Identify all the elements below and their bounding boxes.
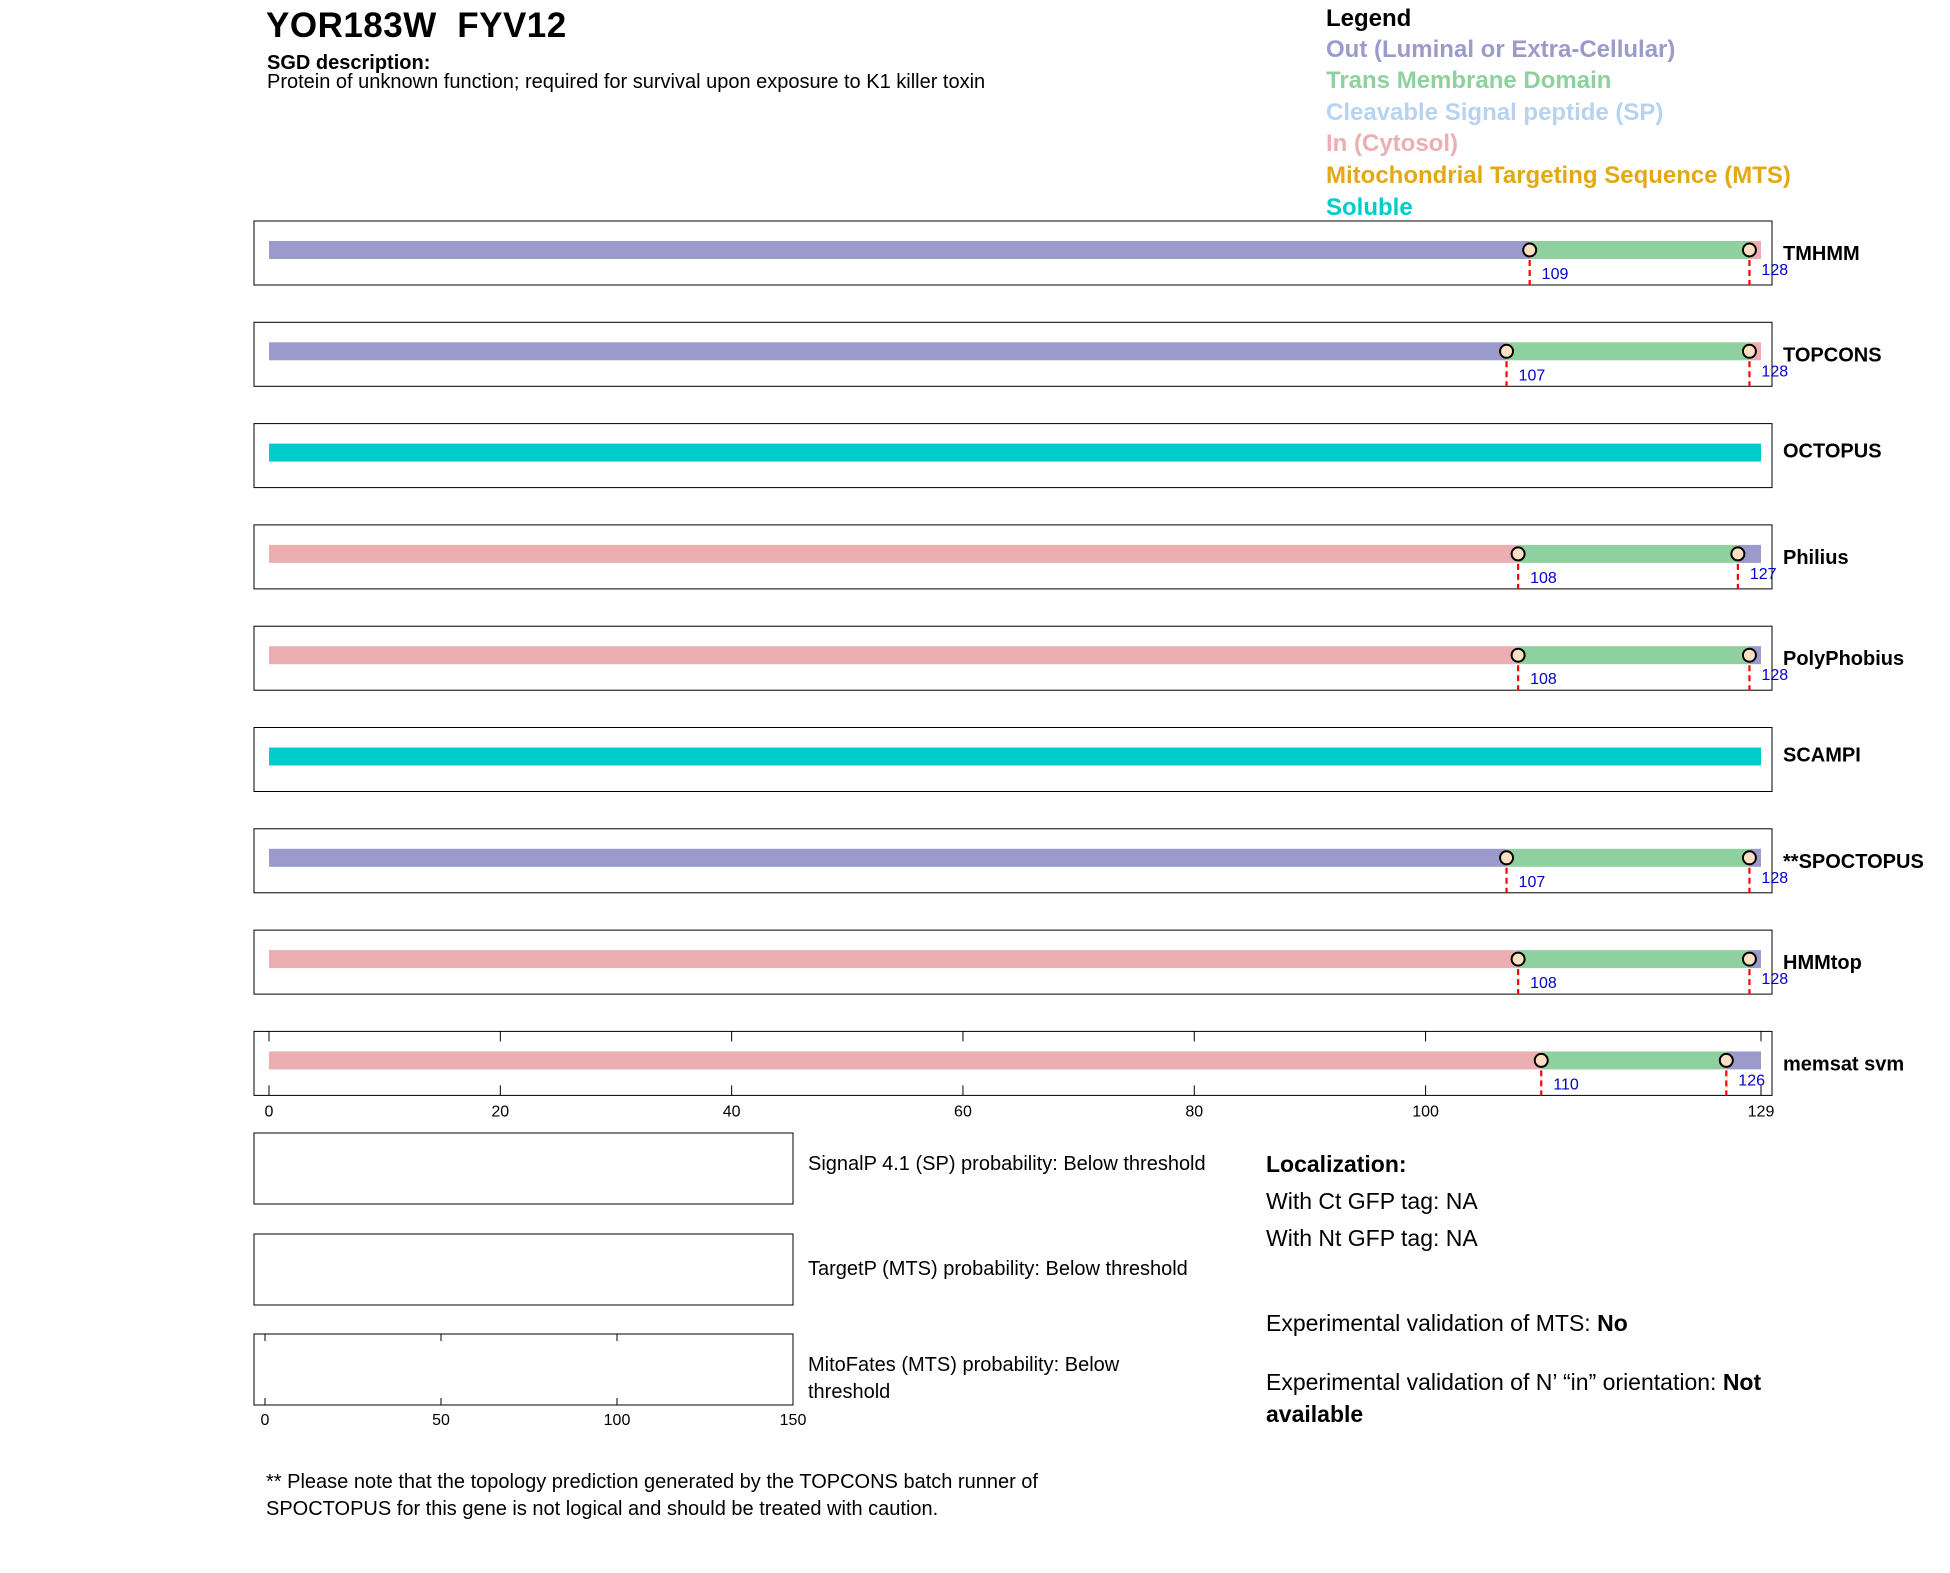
boundary-label-spoctopus-1: 128 bbox=[1761, 869, 1789, 887]
validation-orientation-value-line1: Not bbox=[1722, 1369, 1762, 1395]
mitofates-label-line1: MitoFates (MTS) probability: Below bbox=[808, 1354, 1120, 1376]
segment-hmmtop-1 bbox=[1518, 950, 1749, 968]
sgd-description-text: Protein of unknown function; required for survival upon exposure to K1 killer toxin bbox=[267, 71, 986, 93]
legend-item-out: Out (Luminal or Extra-Cellular) bbox=[1326, 36, 1676, 63]
x-tick-label-0: 0 bbox=[264, 1103, 274, 1121]
x-tick-label-3: 60 bbox=[954, 1103, 972, 1121]
validation-orientation-prefix: Experimental validation of N’ “in” orientation: bbox=[1266, 1369, 1723, 1395]
boundary-marker-philius-0 bbox=[1512, 547, 1525, 560]
legend-item-soluble: Soluble bbox=[1326, 194, 1413, 221]
segment-memsat-svm-0 bbox=[269, 1051, 1541, 1069]
validation-mts-prefix: Experimental validation of MTS: bbox=[1266, 1310, 1598, 1336]
mitofates-label-line2: threshold bbox=[808, 1381, 891, 1403]
boundary-marker-tmhmm-1 bbox=[1743, 244, 1756, 257]
sgd-description-label: SGD description: bbox=[267, 52, 431, 74]
legend-item-sp: Cleavable Signal peptide (SP) bbox=[1326, 99, 1664, 126]
boundary-label-hmmtop-0: 108 bbox=[1530, 975, 1557, 993]
legend-item-in: In (Cytosol) bbox=[1326, 130, 1458, 157]
x-tick-label-5: 100 bbox=[1412, 1103, 1439, 1121]
localization-title: Localization: bbox=[1266, 1151, 1407, 1177]
segment-topcons-1 bbox=[1507, 342, 1750, 360]
boundary-label-tmhmm-0: 109 bbox=[1541, 266, 1569, 283]
prob-tick-label-3: 150 bbox=[779, 1412, 807, 1429]
gene-standard-name: FYV12 bbox=[457, 6, 567, 45]
segment-memsat-svm-1 bbox=[1541, 1051, 1726, 1069]
predictor-label-scampi: SCAMPI bbox=[1783, 744, 1861, 767]
boundary-marker-tmhmm-0 bbox=[1523, 244, 1536, 257]
boundary-marker-topcons-1 bbox=[1743, 345, 1756, 358]
segment-octopus-0 bbox=[269, 444, 1761, 462]
segment-hmmtop-0 bbox=[269, 950, 1518, 968]
boundary-marker-memsat-svm-1 bbox=[1720, 1054, 1733, 1067]
segment-topcons-0 bbox=[269, 342, 1507, 360]
boundary-marker-hmmtop-0 bbox=[1512, 953, 1525, 966]
boundary-label-memsat-svm-0: 110 bbox=[1553, 1076, 1579, 1094]
segment-spoctopus-1 bbox=[1507, 849, 1750, 867]
localization-nt-gfp: With Nt GFP tag: NA bbox=[1266, 1225, 1478, 1251]
boundary-label-polyphobius-0: 108 bbox=[1530, 671, 1557, 689]
footnote-line2: SPOCTOPUS for this gene is not logical and should be treated with caution. bbox=[266, 1498, 939, 1520]
predictor-label-hmmtop: HMMtop bbox=[1783, 952, 1862, 975]
prob-tick-label-1: 50 bbox=[432, 1412, 450, 1429]
boundary-label-polyphobius-1: 128 bbox=[1761, 667, 1789, 685]
segment-philius-1 bbox=[1518, 545, 1738, 563]
predictor-label-octopus: OCTOPUS bbox=[1783, 440, 1882, 463]
boundary-label-philius-1: 127 bbox=[1749, 565, 1777, 583]
x-tick-label-6: 129 bbox=[1747, 1103, 1775, 1121]
boundary-marker-polyphobius-1 bbox=[1743, 649, 1756, 662]
boundary-marker-spoctopus-0 bbox=[1500, 851, 1513, 864]
targetp-label: TargetP (MTS) probability: Below threshold bbox=[808, 1258, 1188, 1280]
signalp-label: SignalP 4.1 (SP) probability: Below threshold bbox=[808, 1153, 1206, 1175]
boundary-label-tmhmm-1: 128 bbox=[1761, 262, 1789, 279]
predictor-label-topcons: TOPCONS bbox=[1783, 344, 1882, 367]
localization-ct-gfp: With Ct GFP tag: NA bbox=[1266, 1188, 1478, 1214]
predictor-label-memsat-svm: memsat svm bbox=[1783, 1053, 1905, 1076]
validation-orientation bbox=[1266, 1369, 1761, 1396]
legend-title: Legend bbox=[1326, 5, 1412, 32]
x-tick-label-1: 20 bbox=[491, 1103, 510, 1121]
predictor-label-tmhmm: TMHMM bbox=[1783, 243, 1860, 265]
prob-tick-label-0: 0 bbox=[260, 1412, 270, 1429]
prob-tick-label-2: 100 bbox=[603, 1412, 631, 1429]
boundary-label-memsat-svm-1: 126 bbox=[1738, 1072, 1766, 1090]
x-tick-label-4: 80 bbox=[1185, 1103, 1204, 1121]
boundary-label-topcons-0: 107 bbox=[1518, 367, 1546, 385]
probability-panel-2 bbox=[254, 1334, 793, 1405]
segment-scampi-0 bbox=[269, 748, 1761, 766]
gene-systematic-name: YOR183W bbox=[266, 6, 437, 45]
validation-mts bbox=[1266, 1310, 1628, 1337]
boundary-label-philius-0: 108 bbox=[1530, 569, 1557, 587]
segment-philius-0 bbox=[269, 545, 1518, 563]
probability-panel-1 bbox=[254, 1234, 793, 1305]
predictor-label-spoctopus: **SPOCTOPUS bbox=[1783, 850, 1924, 873]
footnote-line1: ** Please note that the topology prediction generated by the TOPCONS batch runner of bbox=[266, 1471, 1038, 1493]
boundary-marker-memsat-svm-0 bbox=[1535, 1054, 1548, 1067]
segment-polyphobius-0 bbox=[269, 646, 1518, 664]
segment-polyphobius-1 bbox=[1518, 646, 1749, 664]
predictor-label-philius: Philius bbox=[1783, 546, 1849, 569]
boundary-label-hmmtop-1: 128 bbox=[1761, 971, 1789, 989]
segment-tmhmm-1 bbox=[1530, 241, 1750, 259]
boundary-marker-philius-1 bbox=[1731, 547, 1744, 560]
validation-mts-value: No bbox=[1597, 1310, 1628, 1336]
boundary-marker-spoctopus-1 bbox=[1743, 851, 1756, 864]
x-tick-label-2: 40 bbox=[722, 1103, 741, 1121]
segment-tmhmm-0 bbox=[269, 241, 1530, 259]
legend-item-mts: Mitochondrial Targeting Sequence (MTS) bbox=[1326, 162, 1791, 189]
legend-item-tm: Trans Membrane Domain bbox=[1326, 67, 1612, 94]
boundary-label-topcons-1: 128 bbox=[1761, 363, 1789, 381]
boundary-marker-polyphobius-0 bbox=[1512, 649, 1525, 662]
boundary-label-spoctopus-0: 107 bbox=[1518, 873, 1546, 891]
boundary-marker-hmmtop-1 bbox=[1743, 953, 1756, 966]
validation-orientation-value-line2: available bbox=[1266, 1401, 1364, 1427]
segment-spoctopus-0 bbox=[269, 849, 1507, 867]
probability-panel-0 bbox=[254, 1133, 793, 1204]
boundary-marker-topcons-0 bbox=[1500, 345, 1513, 358]
predictor-label-polyphobius: PolyPhobius bbox=[1783, 648, 1905, 671]
